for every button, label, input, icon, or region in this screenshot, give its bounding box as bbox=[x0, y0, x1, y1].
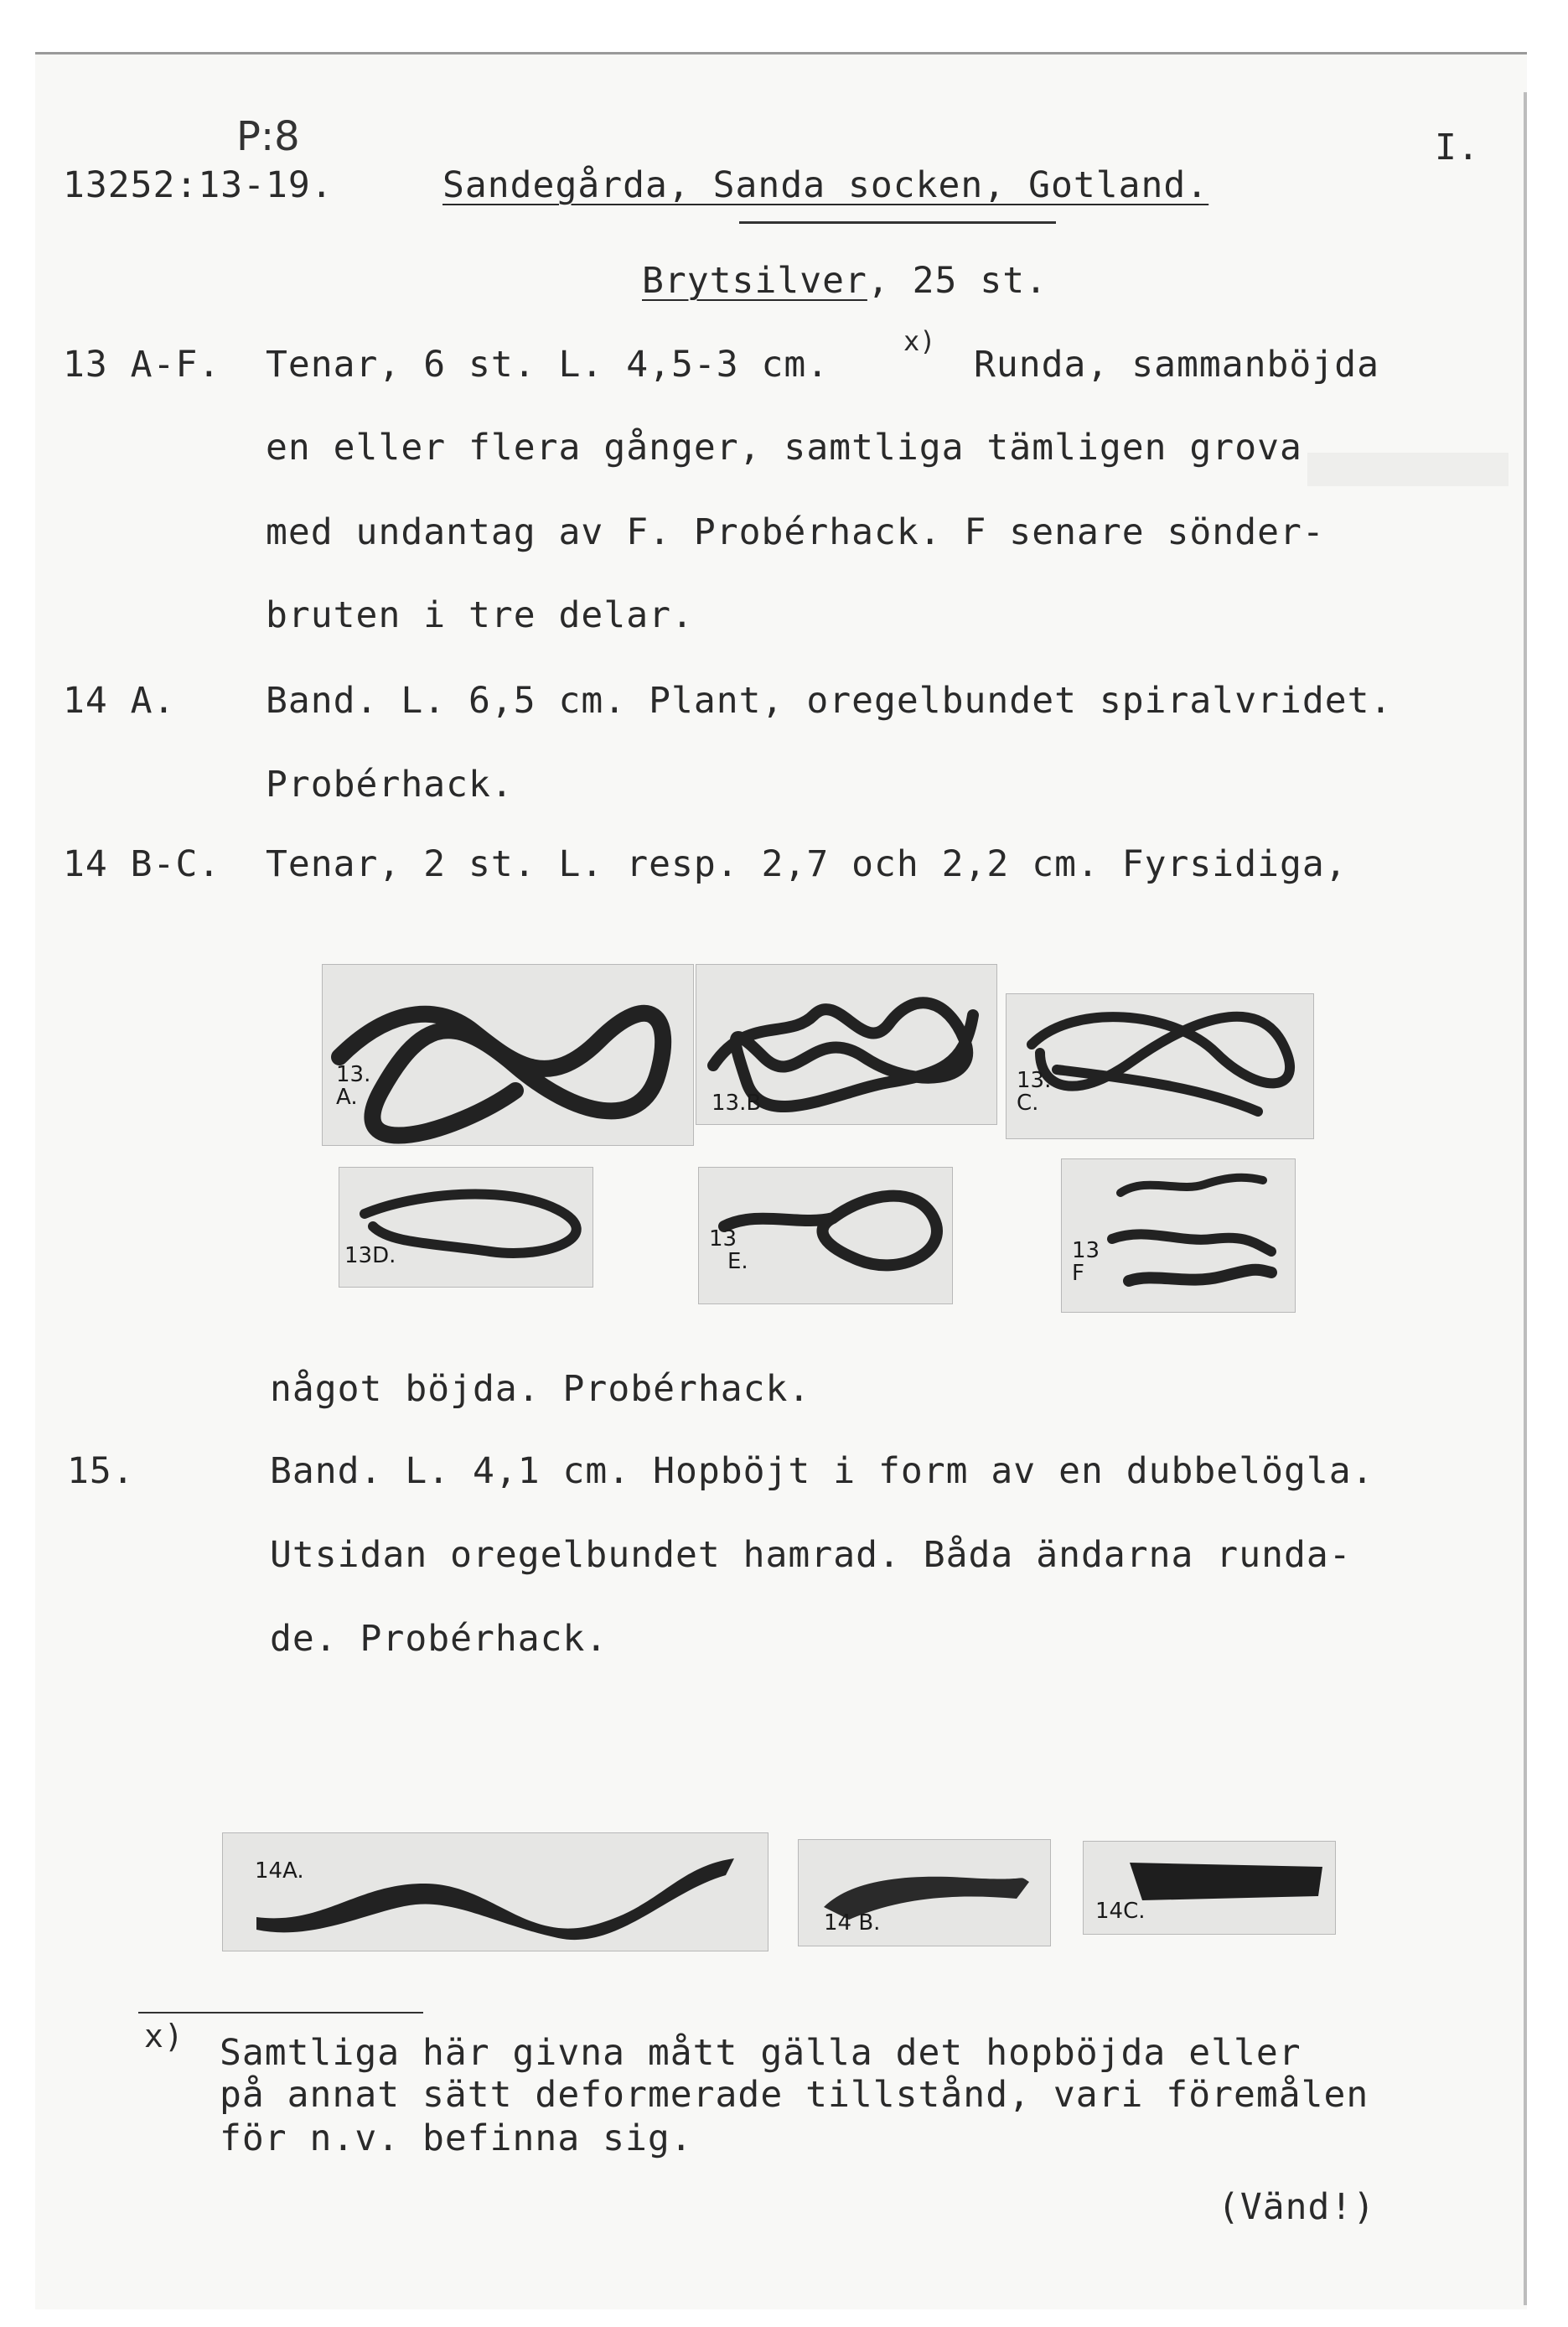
entry-15-id: 15. bbox=[67, 1450, 135, 1492]
page-number: I. bbox=[1435, 127, 1480, 168]
entry-13-line-2: en eller flera gånger, samtliga tämligen grova bbox=[266, 427, 1302, 469]
photo-13c-label bbox=[1017, 1070, 1051, 1116]
entry-15-line-2: Utsidan oregelbundet hamrad. Båda ändarna runda- bbox=[270, 1534, 1352, 1576]
entry-13-footnote-mark: x) bbox=[903, 325, 936, 357]
entry-14bc-id: 14 B-C. bbox=[63, 843, 221, 885]
photo-14b-label: 14 B. bbox=[824, 1910, 881, 1936]
entry-13-line-4: bruten i tre delar. bbox=[266, 594, 694, 636]
photo-13d bbox=[339, 1167, 593, 1288]
footnote-line-1: Samtliga här givna mått gälla det hopböjda eller bbox=[220, 2032, 1301, 2074]
photo-13c-label-2: C. bbox=[1017, 1091, 1039, 1117]
photo-13a-label bbox=[336, 1064, 370, 1110]
coil-13c-drawing bbox=[1007, 994, 1313, 1138]
footnote-line-2: på annat sätt deformerade tillstånd, vari föremålen bbox=[220, 2074, 1369, 2116]
photo-13e-label bbox=[709, 1228, 748, 1274]
coil-13a-drawing bbox=[323, 965, 693, 1145]
entry-14a-id: 14 A. bbox=[63, 680, 176, 722]
catalog-number: 13252:13-19. bbox=[63, 164, 334, 206]
photo-14c-label: 14C. bbox=[1095, 1899, 1146, 1924]
entry-13-line-1b: Runda, sammanböjda bbox=[974, 344, 1379, 386]
entry-15-line-1: Band. L. 4,1 cm. Hopböjt i form av en dubbelögla. bbox=[270, 1450, 1374, 1492]
entry-14a-line-2: Probérhack. bbox=[266, 764, 514, 806]
location-heading: Sandegårda, Sanda socken, Gotland. bbox=[442, 164, 1209, 206]
entry-15-line-3: de. Probérhack. bbox=[270, 1618, 608, 1660]
footnote-line-3: för n.v. befinna sig. bbox=[220, 2117, 693, 2159]
pieces-13f-drawing bbox=[1062, 1159, 1295, 1312]
paper-edge bbox=[1524, 92, 1527, 2305]
photo-14a-label: 14A. bbox=[255, 1858, 304, 1884]
show-through-bleed bbox=[1307, 453, 1508, 486]
subtitle bbox=[642, 260, 1048, 302]
entry-13-id: 13 A-F. bbox=[63, 344, 221, 386]
band-14a-drawing bbox=[223, 1833, 768, 1951]
entry-14bc-line-1: Tenar, 2 st. L. resp. 2,7 och 2,2 cm. Fyrsidiga, bbox=[266, 843, 1348, 885]
footnote-rule bbox=[138, 2012, 423, 2013]
photo-14a bbox=[222, 1832, 768, 1951]
subtitle-name: Brytsilver bbox=[642, 260, 867, 302]
photo-14b bbox=[798, 1839, 1051, 1946]
photo-13f-label bbox=[1072, 1240, 1100, 1286]
photo-13c-label-1: 13. bbox=[1017, 1068, 1052, 1093]
photo-13b bbox=[696, 964, 997, 1125]
loop-13d-drawing bbox=[339, 1168, 593, 1287]
photo-13c bbox=[1006, 993, 1314, 1139]
handwritten-mark: P:8 bbox=[236, 113, 300, 160]
photo-13f bbox=[1061, 1158, 1296, 1313]
entry-13-line-1a: Tenar, 6 st. L. 4,5-3 cm. bbox=[266, 344, 830, 386]
entry-14a-line-1: Band. L. 6,5 cm. Plant, oregelbundet spiralvridet. bbox=[266, 680, 1393, 722]
photo-13a bbox=[322, 964, 694, 1146]
heading-divider bbox=[739, 221, 1056, 224]
footnote-mark: x) bbox=[144, 2018, 184, 2055]
photo-14c bbox=[1083, 1841, 1336, 1935]
turn-page-note: (Vänd!) bbox=[1218, 2186, 1376, 2228]
photo-13f-label-1: 13 bbox=[1072, 1238, 1100, 1263]
entry-14bc-line-2: något böjda. Probérhack. bbox=[270, 1368, 811, 1410]
photo-13f-label-2: F bbox=[1072, 1261, 1084, 1287]
photo-13e bbox=[698, 1167, 953, 1304]
photo-13e-label-2: E. bbox=[727, 1249, 748, 1275]
entry-13-line-3: med undantag av F. Probérhack. F senare sönder- bbox=[266, 511, 1325, 553]
photo-13e-label-1: 13 bbox=[709, 1226, 737, 1252]
subtitle-rest: , 25 st. bbox=[867, 260, 1048, 302]
photo-13b-label: 13.B bbox=[712, 1091, 762, 1116]
photo-13a-label-2: A. bbox=[336, 1085, 358, 1111]
photo-13a-label-1: 13. bbox=[336, 1062, 371, 1087]
photo-13d-label: 13D. bbox=[344, 1243, 396, 1268]
